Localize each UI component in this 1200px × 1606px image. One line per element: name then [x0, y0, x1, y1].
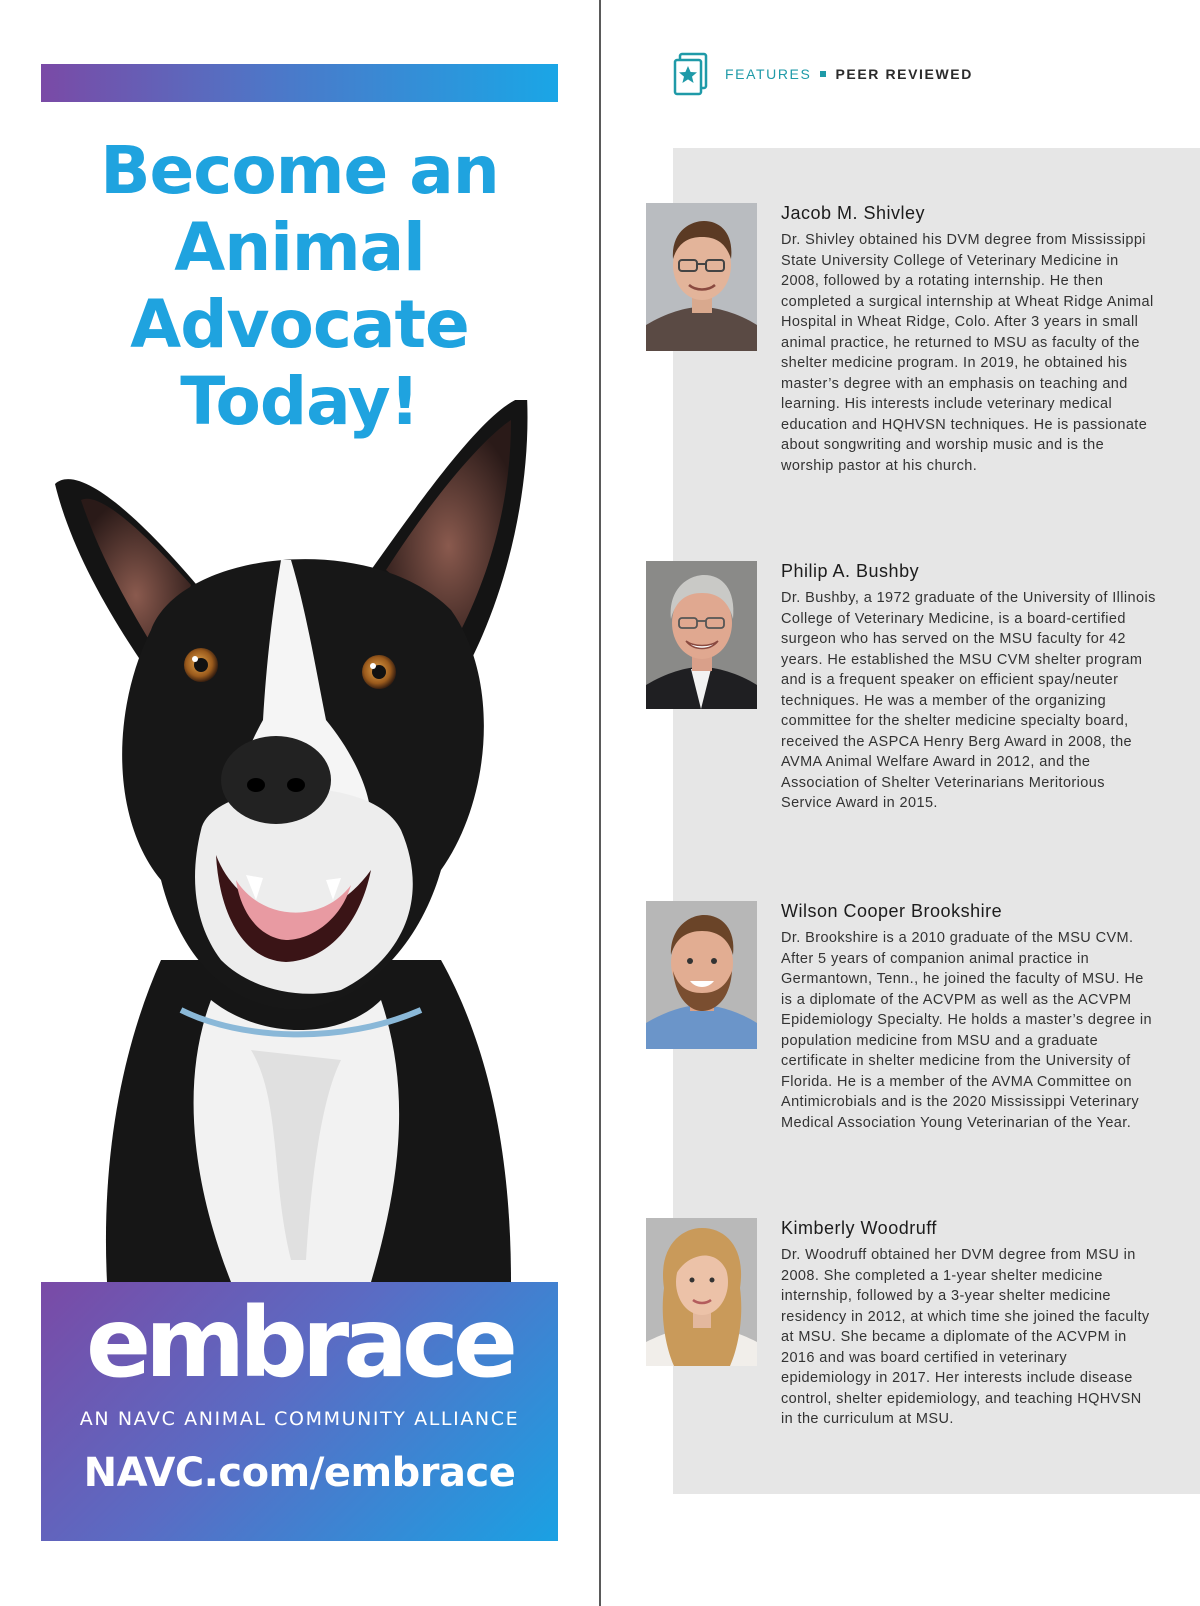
author-bio: Dr. Woodruff obtained her DVM degree from MSU in 2008. She completed a 1-year shelter medicine internship, followed by a 3-year shelter medicine residency in 2012, at which time she joined the faculty at MSU. She became a diplomate of the ACVPM in 2016 and was board certified in veterinary epidemiology in 2017. Her interests include disease control, shelter epidemiology, and teaching HQHVSN in the curriculum at MSU.: [781, 1247, 1150, 1427]
author-bio-block: [781, 203, 1156, 476]
author-name: Philip A. Bushby: [781, 561, 920, 581]
author-photo: [646, 1218, 757, 1366]
ad-headline: [41, 132, 558, 440]
brand-url-link[interactable]: NAVC.com/embrace: [83, 1450, 516, 1496]
section-subcategory: PEER REVIEWED: [835, 66, 973, 82]
ad-headline-line-3: Advocate: [130, 286, 469, 363]
author-photo: [646, 203, 757, 351]
author-bio: Dr. Bushby, a 1972 graduate of the University of Illinois College of Veterinary Medicine, is a board-certified surgeon who has served on the MSU faculty for 42 years. He established the MSU CVM shelter program and is a frequent speaker on efficient spay/neuter techniques. He was a member of the organizing committee for the shelter medicine specialty board, received the ASPCA Henry Berg Award in 2008, the AVMA Animal Welfare Award in 2012, and the Association of Shelter Veterinarians Meritorious Service Award in 2015.: [781, 590, 1156, 811]
author-bio: Dr. Brookshire is a 2010 graduate of the MSU CVM. After 5 years of companion animal practice in Germantown, Tenn., he joined the faculty of MSU. He is a diplomate of the ACVPM as well as the ACVPM Epidemiology Specialty. He holds a master’s degree in population medicine from MSU and a graduate certificate in shelter medicine from the University of Florida. He is a member of the AVMA Committee on Antimicrobials and is the 2020 Mississippi Veterinary Medical Association Young Veterinarian of the Year.: [781, 930, 1152, 1131]
column-divider: [599, 0, 601, 1606]
author-name: Wilson Cooper Brookshire: [781, 901, 1003, 921]
author-bio-block: [781, 1218, 1156, 1430]
author-bio-block: [781, 901, 1156, 1133]
ad-top-gradient-bar: [41, 64, 558, 102]
author-bio-block: [781, 561, 1156, 814]
ad-brand-panel: [41, 1282, 558, 1541]
author-name: Jacob M. Shivley: [781, 203, 926, 223]
section-separator: [820, 71, 826, 77]
section-label: [725, 66, 973, 82]
ad-headline-line-2: Animal: [174, 209, 425, 286]
author-name: Kimberly Woodruff: [781, 1218, 937, 1238]
brand-tagline: AN NAVC ANIMAL COMMUNITY ALLIANCE: [79, 1408, 520, 1430]
bookmark-star-icon: [672, 52, 712, 96]
dog-photo: [41, 400, 558, 1282]
author-bio: Dr. Shivley obtained his DVM degree from Mississippi State University College of Veterinary Medicine in 2008, followed by a rotating internship. He then completed a surgical internship at Wheat Ridge Animal Hospital in Wheat Ridge, Colo. After 3 years in small animal practice, he returned to MSU as faculty of the shelter medicine program. In 2019, he obtained his master’s degree with an emphasis on teaching and learning. His interests include veterinary medical education and HQHVSN techniques. He is passionate about songwriting and worship music and is the worship pastor at his church.: [781, 232, 1154, 474]
author-photo: [646, 561, 757, 709]
author-photo: [646, 901, 757, 1049]
ad-headline-line-4: Today!: [180, 363, 419, 440]
embrace-logo: [41, 1298, 558, 1388]
section-category: FEATURES: [725, 66, 812, 82]
ad-headline-line-1: Become an: [100, 132, 499, 209]
svg-text:embrace: embrace: [86, 1298, 512, 1388]
